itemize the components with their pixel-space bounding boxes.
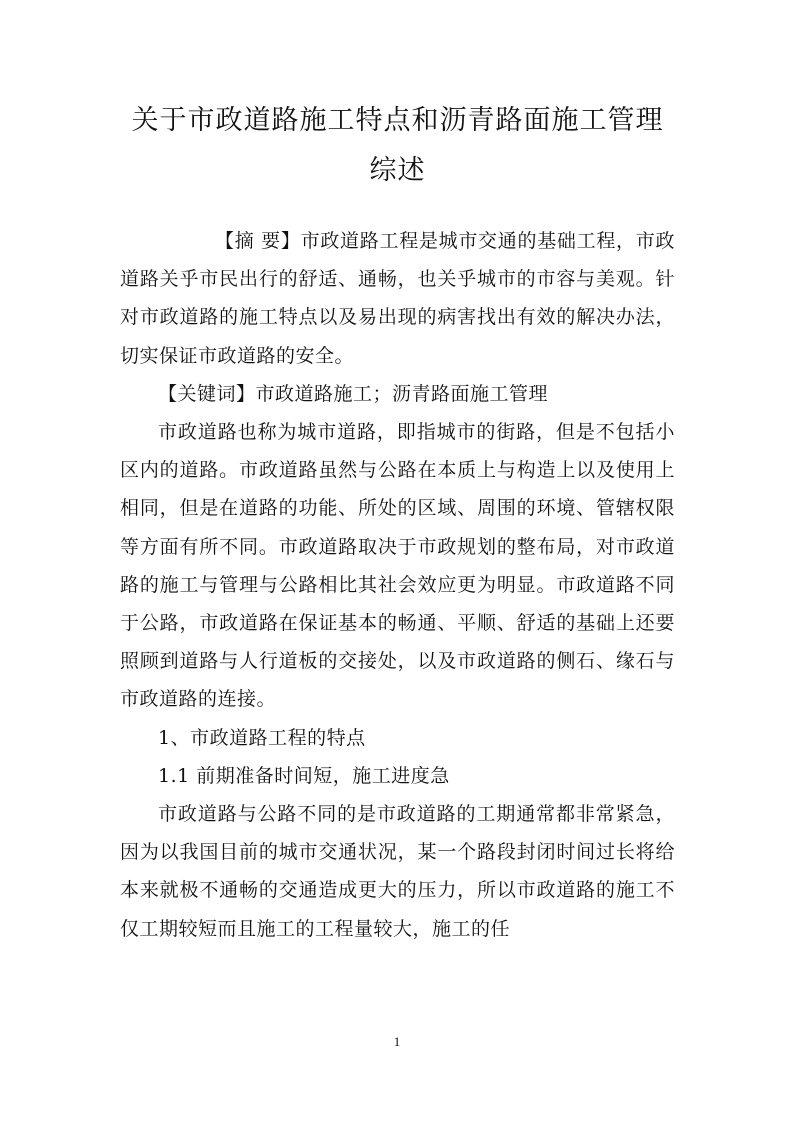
keywords-text: 市政道路施工；沥青路面施工管理	[255, 382, 549, 405]
abstract-text: 市政道路工程是城市交通的基础工程，市政道路关乎市民出行的舒适、通畅，也关乎城市的市容与美观。针对市政道路的施工特点以及易出现的病害找出有效的解决办法，切实保证市政道路的安全。	[120, 230, 675, 367]
subsection-heading-1-1: 1.1 前期准备时间短，施工进度急	[158, 764, 450, 787]
abstract-label: 【摘 要】	[215, 230, 301, 252]
section-heading-1: 1、市政道路工程的特点	[158, 726, 366, 749]
keywords-paragraph	[120, 375, 675, 413]
body-paragraph-intro: 市政道路也称为城市道路，即指城市的街路，但是不包括小区内的道路。市政道路虽然与公路在本质上与构造上以及使用上相同，但是在道路的功能、所处的区域、周围的环境、管辖权限等方面有所不同。市政道路取决于市政规划的整布局，对市政道路的施工与管理与公路相比其社会效应更为明显。市政道路不同于公路，市政道路在保证基本的畅通、平顺、舒适的基础上还要照顾到道路与人行道板的交接处，以及市政道路的侧石、缘石与市政道路的连接。	[120, 421, 675, 711]
abstract-paragraph	[120, 222, 675, 375]
document-title: 关于市政道路施工特点和沥青路面施工管理综述	[131, 105, 664, 186]
body-paragraph-1-1: 市政道路与公路不同的是市政道路的工期通常都非常紧急，因为以我国目前的城市交通状况，某一个路段封闭时间过长将给本来就极不通畅的交通造成更大的压力，所以市政道路的施工不仅工期较短而且施工的工程量较大，施工的任	[120, 803, 675, 940]
page-number: 1	[393, 1034, 401, 1049]
keywords-label: 【关键词】	[158, 382, 256, 405]
document-body	[120, 222, 675, 948]
